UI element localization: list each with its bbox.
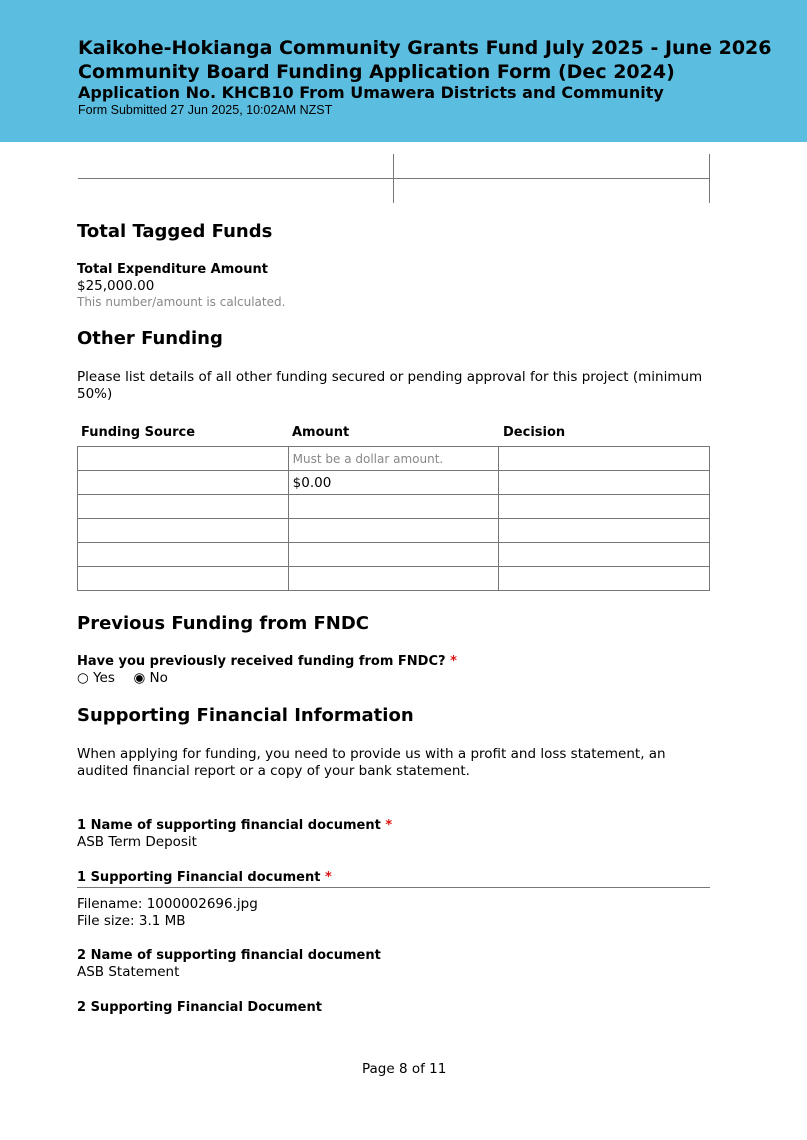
question-text: Have you previously received funding from FNDC? bbox=[77, 654, 446, 669]
section-heading-other-funding: Other Funding bbox=[77, 328, 223, 349]
amount-cell bbox=[288, 567, 499, 591]
total-expenditure-value: $25,000.00 bbox=[77, 278, 155, 294]
funding-source-cell bbox=[78, 495, 289, 519]
doc2-file-label: 2 Supporting Financial Document bbox=[77, 1000, 322, 1015]
radio-no[interactable] bbox=[133, 670, 167, 686]
amount-hint-cell: Must be a dollar amount. bbox=[288, 447, 499, 471]
section-heading-previous-funding: Previous Funding from FNDC bbox=[77, 613, 369, 634]
column-header-amount: Amount bbox=[292, 425, 350, 440]
funding-source-cell bbox=[78, 471, 289, 495]
form-header bbox=[0, 0, 807, 142]
decision-cell bbox=[499, 471, 710, 495]
doc1-filesize: File size: 3.1 MB bbox=[77, 913, 186, 929]
decision-cell bbox=[499, 447, 710, 471]
doc1-file-label-text: 1 Supporting Financial document bbox=[77, 870, 321, 885]
required-marker: * bbox=[325, 870, 332, 885]
doc1-name-value: ASB Term Deposit bbox=[77, 834, 197, 850]
decision-cell bbox=[499, 543, 710, 567]
section-heading-supporting-financial: Supporting Financial Information bbox=[77, 705, 414, 726]
table-row bbox=[78, 543, 710, 567]
total-expenditure-label: Total Expenditure Amount bbox=[77, 262, 268, 277]
other-funding-table bbox=[77, 446, 710, 591]
funding-source-cell bbox=[78, 543, 289, 567]
doc1-name-label bbox=[77, 818, 392, 833]
radio-no-label: No bbox=[149, 670, 168, 686]
submitted-timestamp: Form Submitted 27 Jun 2025, 10:02AM NZST bbox=[78, 103, 333, 117]
required-marker: * bbox=[385, 818, 393, 833]
funding-source-cell bbox=[78, 447, 289, 471]
doc1-file-label bbox=[77, 870, 332, 885]
radio-selected-icon: ◉ bbox=[133, 670, 146, 686]
funding-source-cell bbox=[78, 567, 289, 591]
decision-cell bbox=[499, 495, 710, 519]
doc1-filename: Filename: 1000002696.jpg bbox=[77, 896, 258, 912]
amount-cell: $0.00 bbox=[288, 471, 499, 495]
application-number: Application No. KHCB10 From Umawera Districts and Community bbox=[78, 83, 664, 102]
table-hint-row bbox=[78, 447, 710, 471]
funding-source-cell bbox=[78, 519, 289, 543]
table-row bbox=[78, 567, 710, 591]
table-divider bbox=[709, 154, 710, 203]
calculated-note: This number/amount is calculated. bbox=[77, 295, 286, 309]
table-rule bbox=[78, 178, 709, 179]
form-title: Community Board Funding Application Form (Dec 2024) bbox=[78, 61, 675, 83]
amount-cell bbox=[288, 543, 499, 567]
table-row bbox=[78, 495, 710, 519]
doc1-name-label-text: 1 Name of supporting financial document bbox=[77, 818, 381, 833]
table-row bbox=[78, 471, 710, 495]
column-header-funding-source: Funding Source bbox=[81, 425, 196, 440]
supporting-description: When applying for funding, you need to provide us with a profit and loss statement, an audited financial report or a copy of your bank statement. bbox=[77, 746, 666, 779]
decision-cell bbox=[499, 567, 710, 591]
required-marker: * bbox=[450, 654, 457, 669]
radio-yes[interactable] bbox=[77, 670, 119, 686]
column-header-decision: Decision bbox=[503, 425, 566, 440]
decision-cell bbox=[499, 519, 710, 543]
doc2-name-label: 2 Name of supporting financial document bbox=[77, 948, 381, 963]
table-row bbox=[78, 519, 710, 543]
page-number: Page 8 of 11 bbox=[362, 1061, 447, 1077]
previous-funding-options bbox=[77, 670, 168, 686]
file-section-rule bbox=[77, 887, 710, 888]
radio-unselected-icon: ○ bbox=[77, 670, 89, 686]
fund-title: Kaikohe-Hokianga Community Grants Fund July 2025 - June 2026 bbox=[78, 37, 772, 59]
doc2-name-value: ASB Statement bbox=[77, 964, 180, 980]
previous-funding-question bbox=[77, 654, 457, 669]
other-funding-description: Please list details of all other funding secured or pending approval for this project (minimum 50%) bbox=[77, 369, 703, 402]
radio-yes-label: Yes bbox=[93, 670, 115, 686]
amount-cell bbox=[288, 519, 499, 543]
amount-cell bbox=[288, 495, 499, 519]
section-heading-tagged-funds: Total Tagged Funds bbox=[77, 221, 273, 242]
